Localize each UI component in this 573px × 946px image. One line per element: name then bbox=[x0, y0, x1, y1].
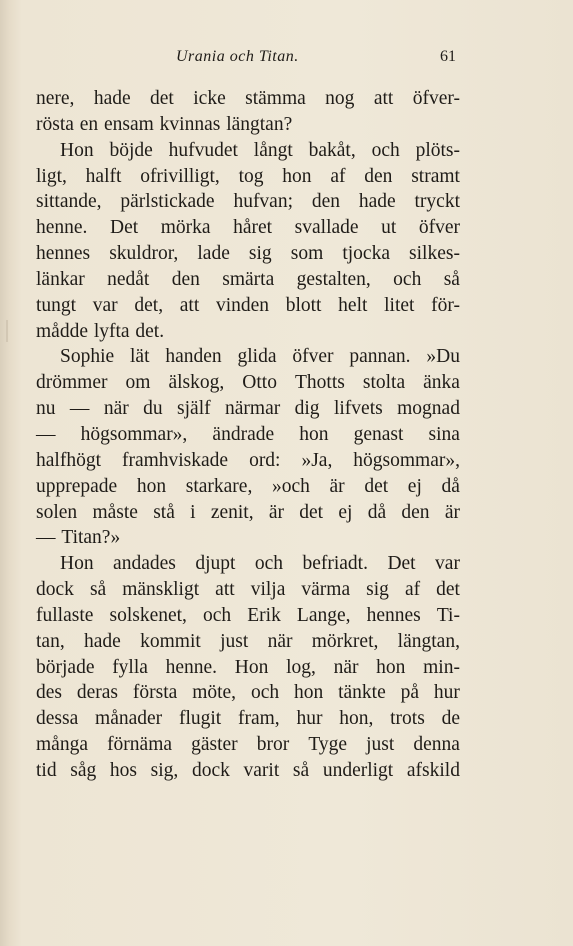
text-line: nu — när du själf närmar dig lifvets mognad bbox=[36, 398, 460, 420]
text-line: många förnäma gäster bror Tyge just denna bbox=[36, 734, 460, 756]
page-gutter-mark bbox=[6, 320, 8, 342]
text-line: dock så mänskligt att vilja värma sig af det bbox=[36, 579, 460, 601]
text-line: rösta en ensam kvinnas längtan? bbox=[36, 113, 293, 135]
text-line: Hon andades djupt och befriadt. Det var bbox=[60, 553, 460, 575]
text-line: började fylla henne. Hon log, när hon min- bbox=[36, 656, 460, 678]
running-head-title: Urania och Titan. bbox=[176, 48, 299, 65]
text-line: Sophie lät handen glida öfver pannan. »Du bbox=[60, 346, 460, 368]
text-line: — Titan?» bbox=[36, 527, 121, 549]
text-line: upprepade hon starkare, »och är det ej då bbox=[36, 475, 460, 497]
text-line: — högsommar», ändrade hon genast sina bbox=[36, 423, 460, 445]
text-line: tid såg hos sig, dock varit så underligt afskild bbox=[36, 759, 460, 781]
text-line: hennes skuldror, lade sig som tjocka silkes- bbox=[36, 243, 460, 265]
text-line: des deras första möte, och hon tänkte på hur bbox=[36, 682, 460, 704]
text-line: sittande, pärlstickade hufvan; den hade tryckt bbox=[36, 191, 460, 213]
text-line: dessa månader flugit fram, hur hon, trots de bbox=[36, 708, 460, 730]
text-line: länkar nedåt den smärta gestalten, och så bbox=[36, 268, 460, 290]
running-head bbox=[0, 48, 573, 68]
text-line: solen måste stå i zenit, är det ej då den är bbox=[36, 501, 460, 523]
text-line: halfhögt framhviskade ord: »Ja, högsommar», bbox=[36, 449, 460, 471]
text-line: Hon böjde hufvudet långt bakåt, och plöts- bbox=[60, 139, 460, 161]
text-line: nere, hade det icke stämma nog att öfver- bbox=[36, 88, 460, 109]
text-line: drömmer om älskog, Otto Thotts stolta änka bbox=[36, 372, 460, 394]
text-line: ligt, halft ofrivilligt, tog hon af den stramt bbox=[36, 165, 460, 187]
body-text bbox=[36, 86, 460, 784]
text-line: tungt var det, att vinden blott helt litet för- bbox=[36, 294, 460, 316]
text-line: tan, hade kommit just när mörkret, längtan, bbox=[36, 630, 460, 652]
page-number: 61 bbox=[440, 48, 456, 65]
text-line: mådde lyfta det. bbox=[36, 320, 165, 342]
text-line: fullaste solskenet, och Erik Lange, hennes Ti- bbox=[36, 604, 460, 626]
text-line: henne. Det mörka håret svallade ut öfver bbox=[36, 217, 460, 239]
